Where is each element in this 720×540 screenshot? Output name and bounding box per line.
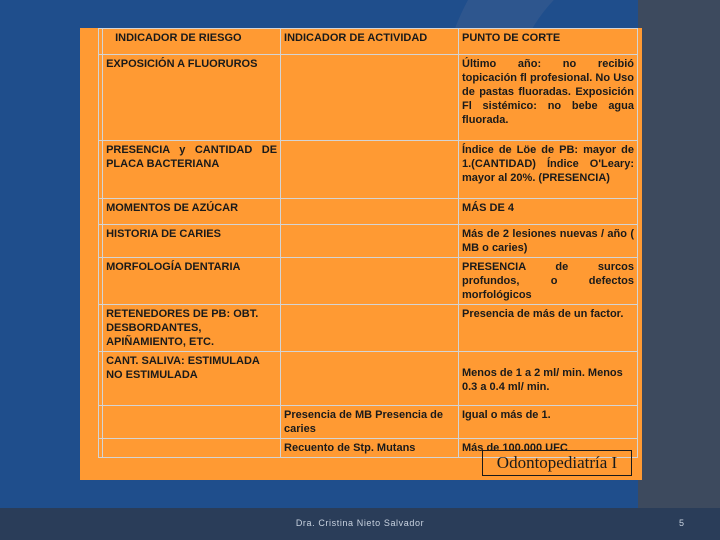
cutoff-cell: Más de 2 lesiones nuevas / año ( MB o caries) bbox=[459, 225, 638, 258]
cutoff-cell: Igual o más de 1. bbox=[459, 406, 638, 439]
table-row bbox=[99, 258, 638, 305]
activity-cell bbox=[281, 258, 459, 305]
footer-author: Dra. Cristina Nieto Salvador bbox=[295, 518, 425, 528]
activity-cell: Presencia de MB Presencia de caries bbox=[281, 406, 459, 439]
header-risk: INDICADOR DE RIESGO bbox=[103, 29, 281, 55]
risk-cell: CANT. SALIVA: ESTIMULADA NO ESTIMULADA bbox=[103, 352, 281, 406]
table-row bbox=[99, 406, 638, 439]
page-number: 5 bbox=[678, 518, 684, 528]
cutoff-cell: Menos de 1 a 2 ml/ min. Menos 0.3 a 0.4 ml/ min. bbox=[459, 352, 638, 406]
table-row bbox=[99, 352, 638, 406]
activity-cell bbox=[281, 55, 459, 141]
risk-cell: MORFOLOGÍA DENTARIA bbox=[103, 258, 281, 305]
risk-cell bbox=[103, 406, 281, 439]
table-row bbox=[99, 225, 638, 258]
risk-cell: EXPOSICIÓN A FLUORUROS bbox=[103, 55, 281, 141]
table-row bbox=[99, 55, 638, 141]
risk-cell bbox=[103, 439, 281, 458]
activity-cell bbox=[281, 225, 459, 258]
risk-cell: PRESENCIA y CANTIDAD DE PLACA BACTERIANA bbox=[103, 141, 281, 199]
course-logo: Odontopediatría I bbox=[482, 450, 632, 476]
table-header-row bbox=[99, 29, 638, 55]
cutoff-cell: MÁS DE 4 bbox=[459, 199, 638, 225]
risk-cell: HISTORIA DE CARIES bbox=[103, 225, 281, 258]
header-cutoff: PUNTO DE CORTE bbox=[459, 29, 638, 55]
activity-cell bbox=[281, 141, 459, 199]
risk-cell: MOMENTOS DE AZÚCAR bbox=[103, 199, 281, 225]
table-row bbox=[99, 141, 638, 199]
activity-cell bbox=[281, 199, 459, 225]
cutoff-cell: Índice de Löe de PB: mayor de 1.(CANTIDAD) Índice O'Leary: mayor al 20%. (PRESENCIA) bbox=[459, 141, 638, 199]
risk-cell: RETENEDORES DE PB: OBT. DESBORDANTES, APIÑAMIENTO, ETC. bbox=[103, 305, 281, 352]
activity-cell bbox=[281, 352, 459, 406]
background-side-panel bbox=[638, 0, 720, 540]
slide-card bbox=[80, 28, 642, 480]
activity-cell: Recuento de Stp. Mutans bbox=[281, 439, 459, 458]
table-row bbox=[99, 305, 638, 352]
cutoff-cell: PRESENCIA de surcos profundos, o defectos morfológicos bbox=[459, 258, 638, 305]
cutoff-cell: Más de 100.000 UFC bbox=[459, 439, 638, 458]
header-activity: INDICADOR DE ACTIVIDAD bbox=[281, 29, 459, 55]
cutoff-cell: Presencia de más de un factor. bbox=[459, 305, 638, 352]
activity-cell bbox=[281, 305, 459, 352]
table-row bbox=[99, 199, 638, 225]
cutoff-cell: Último año: no recibió topicación fl profesional. No Uso de pastas fluoradas. Exposición Fl sistémico: no bebe agua fluorada. bbox=[459, 55, 638, 141]
risk-table bbox=[98, 28, 638, 458]
